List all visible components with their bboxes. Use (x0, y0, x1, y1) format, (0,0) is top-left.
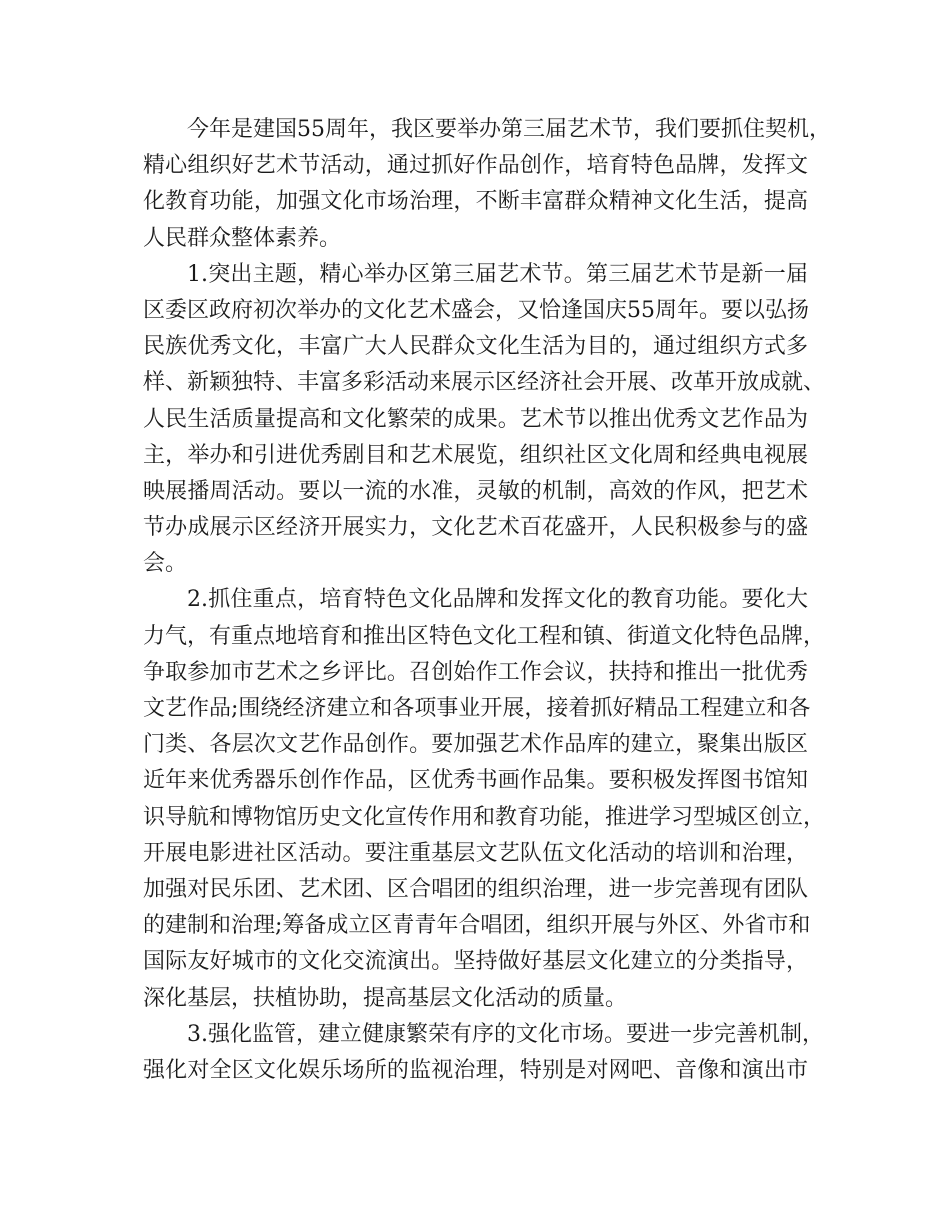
text-line: 1.突出主题，精心举办区第三届艺术节。第三届艺术节是新一届 (187, 261, 808, 287)
text-line: 2.抓住重点，培育特色文化品牌和发挥文化的教育功能。要化大 (187, 587, 808, 613)
text-line: 民族优秀文化，丰富广大人民群众文化生活为目的，通过组织方式多 (143, 334, 808, 360)
text-line: 会。 (143, 551, 188, 577)
text-line: 门类、各层次文艺作品创作。要加强艺术作品库的建立，聚集出版区 (143, 732, 808, 758)
text-line: 国际友好城市的文化交流演出。坚持做好基层文化建立的分类指导， (143, 949, 808, 975)
text-line: 加强对民乐团、艺术团、区合唱团的组织治理，进一步完善现有团队 (143, 876, 808, 902)
text-line: 3.强化监管，建立健康繁荣有序的文化市场。要进一步完善机制， (187, 1021, 824, 1047)
text-line: 样、新颖独特、丰富多彩活动来展示区经济社会开展、改革开放成就、 (143, 370, 826, 396)
text-line: 开展电影进社区活动。要注重基层文艺队伍文化活动的培训和治理， (143, 840, 808, 866)
text-line: 化教育功能，加强文化市场治理，不断丰富群众精神文化生活，提高 (143, 189, 808, 215)
text-line: 主，举办和引进优秀剧目和艺术展览，组织社区文化周和经典电视展 (143, 442, 808, 468)
text-line: 深化基层，扶植协助，提高基层文化活动的质量。 (143, 985, 628, 1011)
text-line: 争取参加市艺术之乡评比。召创始作工作会议，扶持和推出一批优秀 (143, 659, 808, 685)
text-line: 近年来优秀器乐创作作品，区优秀书画作品集。要积极发挥图书馆知 (143, 768, 808, 794)
text-line: 文艺作品;围绕经济建立和各项事业开展，接着抓好精品工程建立和各 (143, 696, 811, 721)
text-line: 精心组织好艺术节活动，通过抓好作品创作，培育特色品牌，发挥文 (143, 153, 808, 179)
document-body (143, 112, 831, 1089)
text-line: 映展播周活动。要以一流的水准，灵敏的机制，高效的作风，把艺术 (143, 478, 808, 504)
text-line: 强化对全区文化娱乐场所的监视治理，特别是对网吧、音像和演出市 (143, 1057, 808, 1083)
text-line: 力气，有重点地培育和推出区特色文化工程和镇、街道文化特色品牌， (143, 623, 826, 649)
text-line: 今年是建国55周年，我区要举办第三届艺术节，我们要抓住契机， (187, 117, 831, 142)
text-line: 区委区政府初次举办的文化艺术盛会，又恰逢国庆55周年。要以弘扬 (143, 297, 809, 323)
text-line: 识导航和博物馆历史文化宣传作用和教育功能，推进学习型城区创立， (143, 804, 826, 830)
text-line: 人民生活质量提高和文化繁荣的成果。艺术节以推出优秀文艺作品为 (143, 406, 808, 432)
text-line: 节办成展示区经济开展实力，文化艺术百花盛开，人民积极参与的盛 (143, 515, 808, 541)
text-line: 人民群众整体素养。 (143, 225, 342, 251)
text-line: 的建制和治理;筹备成立区青青年合唱团，组织开展与外区、外省市和 (143, 913, 811, 939)
